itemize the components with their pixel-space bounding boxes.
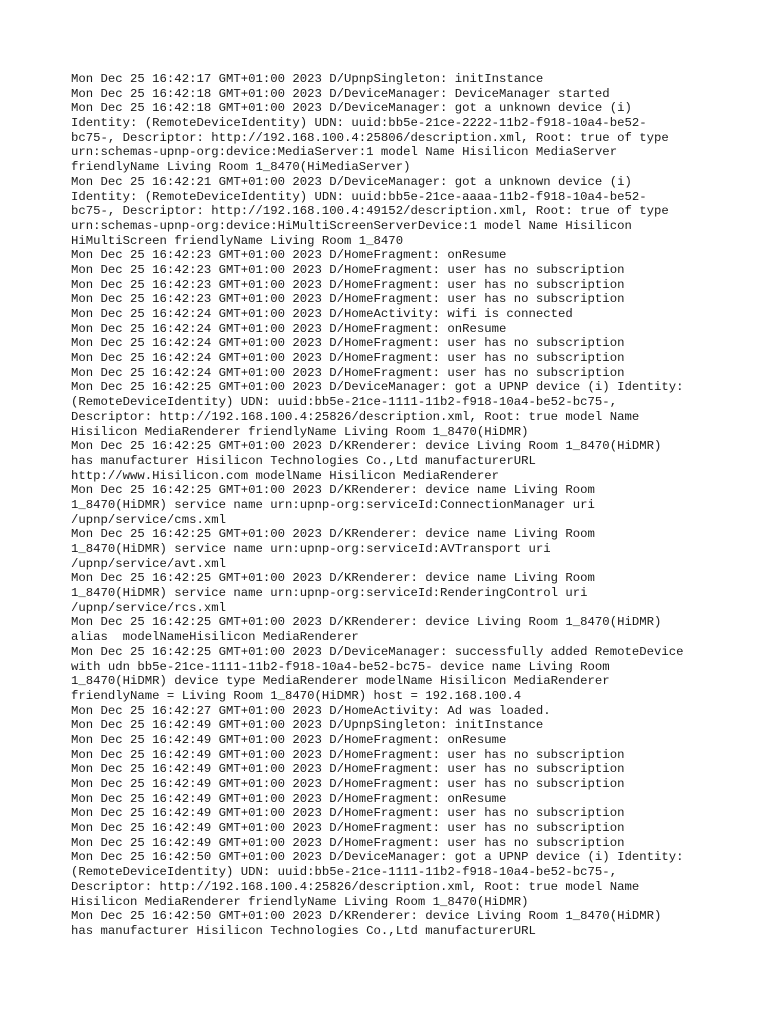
log-line: Mon Dec 25 16:42:49 GMT+01:00 2023 D/HomeFragment: user has no subscription	[71, 762, 625, 777]
log-line: bc75-, Descriptor: http://192.168.100.4:49152/description.xml, Root: true of type	[71, 204, 669, 219]
log-line: alias modelNameHisilicon MediaRenderer	[71, 630, 359, 645]
log-line: 1_8470(HiDMR) service name urn:upnp-org:serviceId:ConnectionManager uri	[71, 497, 595, 512]
log-line: http://www.Hisilicon.com modelName Hisilicon MediaRenderer	[71, 468, 500, 483]
log-line: Hisilicon MediaRenderer friendlyName Living Room 1_8470(HiDMR)	[71, 894, 529, 909]
log-line: Mon Dec 25 16:42:18 GMT+01:00 2023 D/DeviceManager: got a unknown device (i)	[71, 101, 632, 116]
log-line: urn:schemas-upnp-org:device:MediaServer:1 model Name Hisilicon MediaServer	[71, 145, 618, 160]
log-line: Mon Dec 25 16:42:24 GMT+01:00 2023 D/HomeFragment: user has no subscription	[71, 365, 625, 380]
log-line: Mon Dec 25 16:42:49 GMT+01:00 2023 D/HomeFragment: user has no subscription	[71, 835, 625, 850]
log-line: (RemoteDeviceIdentity) UDN: uuid:bb5e-21ce-1111-11b2-f918-10a4-be52-bc75-,	[71, 865, 618, 880]
log-line: Descriptor: http://192.168.100.4:25826/description.xml, Root: true model Name	[71, 409, 640, 424]
log-line: Mon Dec 25 16:42:49 GMT+01:00 2023 D/HomeFragment: user has no subscription	[71, 777, 625, 791]
log-line: urn:schemas-upnp-org:device:HiMultiScreenServerDevice:1 model Name Hisilicon	[71, 218, 632, 233]
log-line: Mon Dec 25 16:42:49 GMT+01:00 2023 D/HomeFragment: user has no subscription	[71, 821, 625, 836]
log-line: Mon Dec 25 16:42:21 GMT+01:00 2023 D/DeviceManager: got a unknown device (i)	[71, 174, 632, 189]
log-line: Mon Dec 25 16:42:24 GMT+01:00 2023 D/HomeFragment: user has no subscription	[71, 336, 625, 351]
log-line: Mon Dec 25 16:42:23 GMT+01:00 2023 D/HomeFragment: user has no subscription	[71, 277, 625, 292]
log-line: Mon Dec 25 16:42:23 GMT+01:00 2023 D/HomeFragment: onResume	[71, 248, 507, 263]
log-line: Mon Dec 25 16:42:23 GMT+01:00 2023 D/HomeFragment: user has no subscription	[71, 262, 625, 277]
log-line: bc75-, Descriptor: http://192.168.100.4:25806/description.xml, Root: true of type	[71, 130, 669, 145]
log-line: Mon Dec 25 16:42:25 GMT+01:00 2023 D/KRenderer: device Living Room 1_8470(HiDMR)	[71, 615, 662, 630]
log-line: /upnp/service/rcs.xml	[71, 600, 226, 615]
log-line: Identity: (RemoteDeviceIdentity) UDN: uuid:bb5e-21ce-2222-11b2-f918-10a4-be52-	[71, 116, 647, 131]
log-line: Mon Dec 25 16:42:18 GMT+01:00 2023 D/DeviceManager: DeviceManager started	[71, 86, 610, 101]
log-line: Mon Dec 25 16:42:24 GMT+01:00 2023 D/HomeFragment: user has no subscription	[71, 351, 625, 366]
log-text	[71, 72, 711, 939]
log-line: friendlyName = Living Room 1_8470(HiDMR) host = 192.168.100.4	[71, 688, 522, 703]
log-line: Mon Dec 25 16:42:23 GMT+01:00 2023 D/HomeFragment: user has no subscription	[71, 292, 625, 307]
log-line: friendlyName Living Room 1_8470(HiMediaServer)	[71, 160, 411, 175]
log-line: Mon Dec 25 16:42:24 GMT+01:00 2023 D/HomeFragment: onResume	[71, 321, 507, 336]
log-line: Mon Dec 25 16:42:49 GMT+01:00 2023 D/UpnpSingleton: initInstance	[71, 718, 544, 733]
log-line: Mon Dec 25 16:42:49 GMT+01:00 2023 D/HomeFragment: onResume	[71, 791, 507, 806]
log-line: Mon Dec 25 16:42:25 GMT+01:00 2023 D/DeviceManager: successfully added RemoteDevice	[71, 644, 684, 659]
log-line: Hisilicon MediaRenderer friendlyName Living Room 1_8470(HiDMR)	[71, 424, 529, 439]
log-line: Mon Dec 25 16:42:27 GMT+01:00 2023 D/HomeActivity: Ad was loaded.	[71, 703, 551, 718]
log-line: /upnp/service/avt.xml	[71, 556, 226, 571]
log-line: Mon Dec 25 16:42:17 GMT+01:00 2023 D/UpnpSingleton: initInstance	[71, 72, 544, 86]
log-line: Mon Dec 25 16:42:25 GMT+01:00 2023 D/KRenderer: device name Living Room	[71, 571, 595, 586]
log-line: Mon Dec 25 16:42:24 GMT+01:00 2023 D/HomeActivity: wifi is connected	[71, 307, 573, 321]
log-line: HiMultiScreen friendlyName Living Room 1_8470	[71, 233, 404, 248]
log-line: Identity: (RemoteDeviceIdentity) UDN: uuid:bb5e-21ce-aaaa-11b2-f918-10a4-be52-	[71, 189, 647, 204]
log-line: Mon Dec 25 16:42:49 GMT+01:00 2023 D/HomeFragment: onResume	[71, 732, 507, 747]
log-line: Mon Dec 25 16:42:50 GMT+01:00 2023 D/KRenderer: device Living Room 1_8470(HiDMR)	[71, 909, 662, 924]
log-line: has manufacturer Hisilicon Technologies Co.,Ltd manufacturerURL	[71, 923, 536, 938]
log-line: /upnp/service/cms.xml	[71, 512, 226, 527]
log-line: Mon Dec 25 16:42:25 GMT+01:00 2023 D/KRenderer: device name Living Room	[71, 483, 595, 498]
log-line: with udn bb5e-21ce-1111-11b2-f918-10a4-be52-bc75- device name Living Room	[71, 659, 610, 674]
log-line: 1_8470(HiDMR) device type MediaRenderer modelName Hisilicon MediaRenderer	[71, 674, 610, 689]
log-line: (RemoteDeviceIdentity) UDN: uuid:bb5e-21ce-1111-11b2-f918-10a4-be52-bc75-,	[71, 395, 618, 410]
log-line: 1_8470(HiDMR) service name urn:upnp-org:serviceId:RenderingControl uri	[71, 586, 588, 601]
log-line: Mon Dec 25 16:42:25 GMT+01:00 2023 D/KRenderer: device Living Room 1_8470(HiDMR)	[71, 439, 662, 454]
log-line: Mon Dec 25 16:42:50 GMT+01:00 2023 D/DeviceManager: got a UPNP device (i) Identity:	[71, 850, 684, 865]
log-line: Mon Dec 25 16:42:25 GMT+01:00 2023 D/KRenderer: device name Living Room	[71, 527, 595, 542]
log-line: 1_8470(HiDMR) service name urn:upnp-org:serviceId:AVTransport uri	[71, 542, 551, 556]
log-line: has manufacturer Hisilicon Technologies Co.,Ltd manufacturerURL	[71, 453, 536, 468]
log-line: Mon Dec 25 16:42:49 GMT+01:00 2023 D/HomeFragment: user has no subscription	[71, 747, 625, 762]
log-line: Descriptor: http://192.168.100.4:25826/description.xml, Root: true model Name	[71, 879, 640, 894]
log-line: Mon Dec 25 16:42:49 GMT+01:00 2023 D/HomeFragment: user has no subscription	[71, 806, 625, 821]
log-line: Mon Dec 25 16:42:25 GMT+01:00 2023 D/DeviceManager: got a UPNP device (i) Identity:	[71, 380, 684, 395]
